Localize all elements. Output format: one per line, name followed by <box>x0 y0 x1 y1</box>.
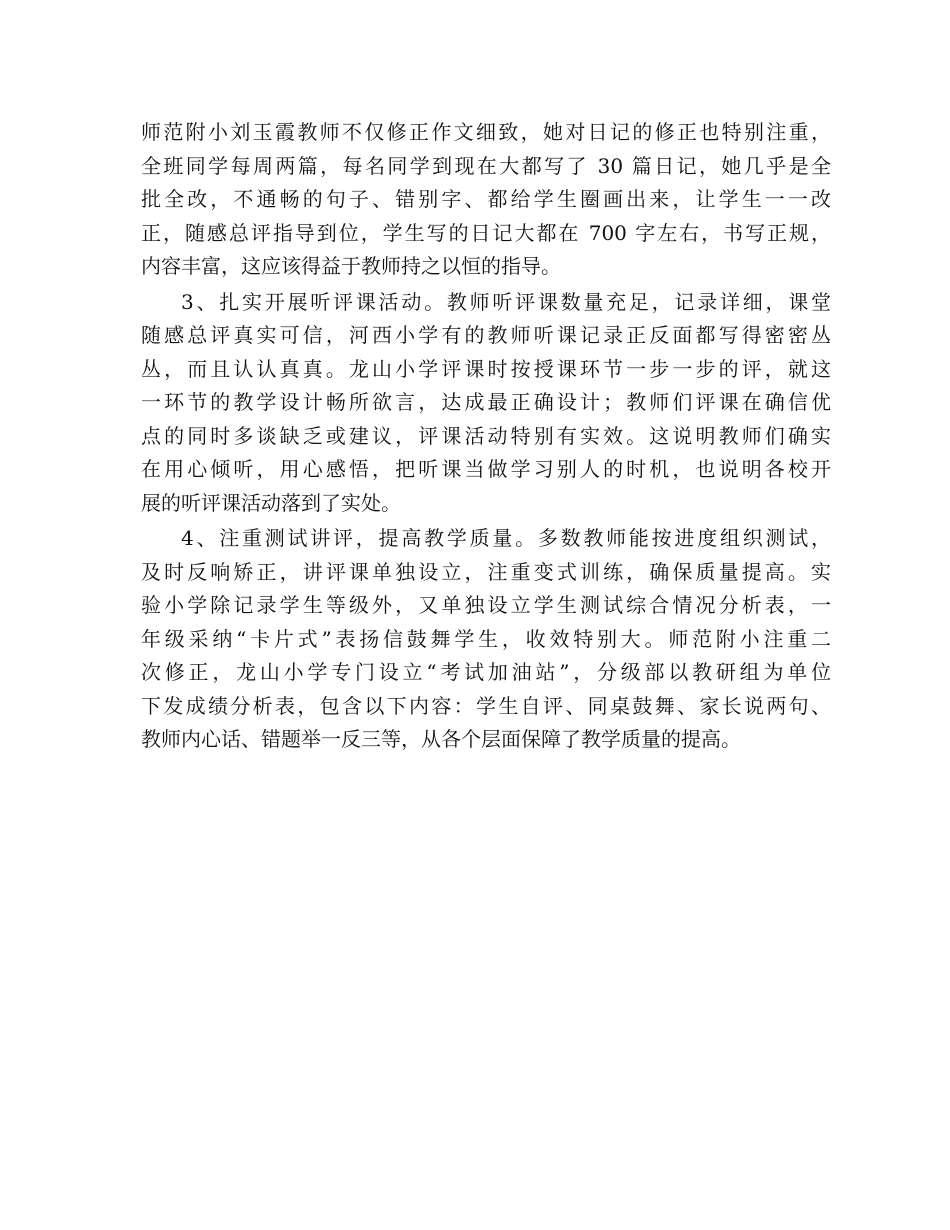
text-line: 师范附小刘玉霞教师不仅修正作文细致，她对日记的修正也特别注重， <box>141 120 831 144</box>
text-line: 正，随感总评指导到位，学生写的日记大都在 700 字左右，书写正规， <box>141 220 831 245</box>
text-line: 4、注重测试讲评，提高教学质量。多数教师能按进度组织测试， <box>181 526 831 550</box>
text-line: 随感总评真实可信，河西小学有的教师听课记录正反面都写得密密丛 <box>141 323 831 347</box>
text-line: 在用心倾听，用心感悟，把听课当做学习别人的时机，也说明各校开 <box>141 457 831 481</box>
text-line: 点的同时多谈缺乏或建议，评课活动特别有实效。这说明教师们确实 <box>141 423 831 448</box>
document-body <box>141 116 831 757</box>
text-line: 丛，而且认认真真。龙山小学评课时按授课环节一步一步的评，就这 <box>141 356 831 381</box>
text-line: 一环节的教学设计畅所欲言，达成最正确设计；教师们评课在确信优 <box>141 390 831 414</box>
text-line: 全班同学每周两篇，每名同学到现在大都写了 30 篇日记，她几乎是全 <box>141 153 831 178</box>
paragraph-test-review <box>141 522 831 757</box>
text-line: 及时反响矫正，讲评课单独设立，注重变式训练，确保质量提高。实 <box>141 559 831 584</box>
paragraph-liu-yuxia <box>141 116 831 284</box>
text-line: 教师内心话、错题举一反三等，从各个层面保障了教学质量的提高。 <box>141 727 741 751</box>
text-line: 验小学除记录学生等级外，又单独设立学生测试综合情况分析表，一 <box>141 593 831 617</box>
text-line: 内容丰富，这应该得益于教师持之以恒的指导。 <box>141 254 561 278</box>
text-line: 次修正，龙山小学专门设立“考试加油站”，分级部以教研组为单位 <box>141 660 831 684</box>
text-line: 批全改，不通畅的句子、错别字、都给学生圈画出来，让学生一一改 <box>141 187 831 211</box>
text-line: 展的听评课活动落到了实处。 <box>141 490 401 515</box>
paragraph-lesson-evaluation <box>141 286 831 521</box>
text-line: 年级采纳“卡片式”表扬信鼓舞学生，收效特别大。师范附小注重二 <box>141 626 831 651</box>
text-line: 3、扎实开展听评课活动。教师听评课数量充足，记录详细，课堂 <box>181 289 831 314</box>
text-line: 下发成绩分析表，包含以下内容：学生自评、同桌鼓舞、家长说两句、 <box>141 693 831 718</box>
